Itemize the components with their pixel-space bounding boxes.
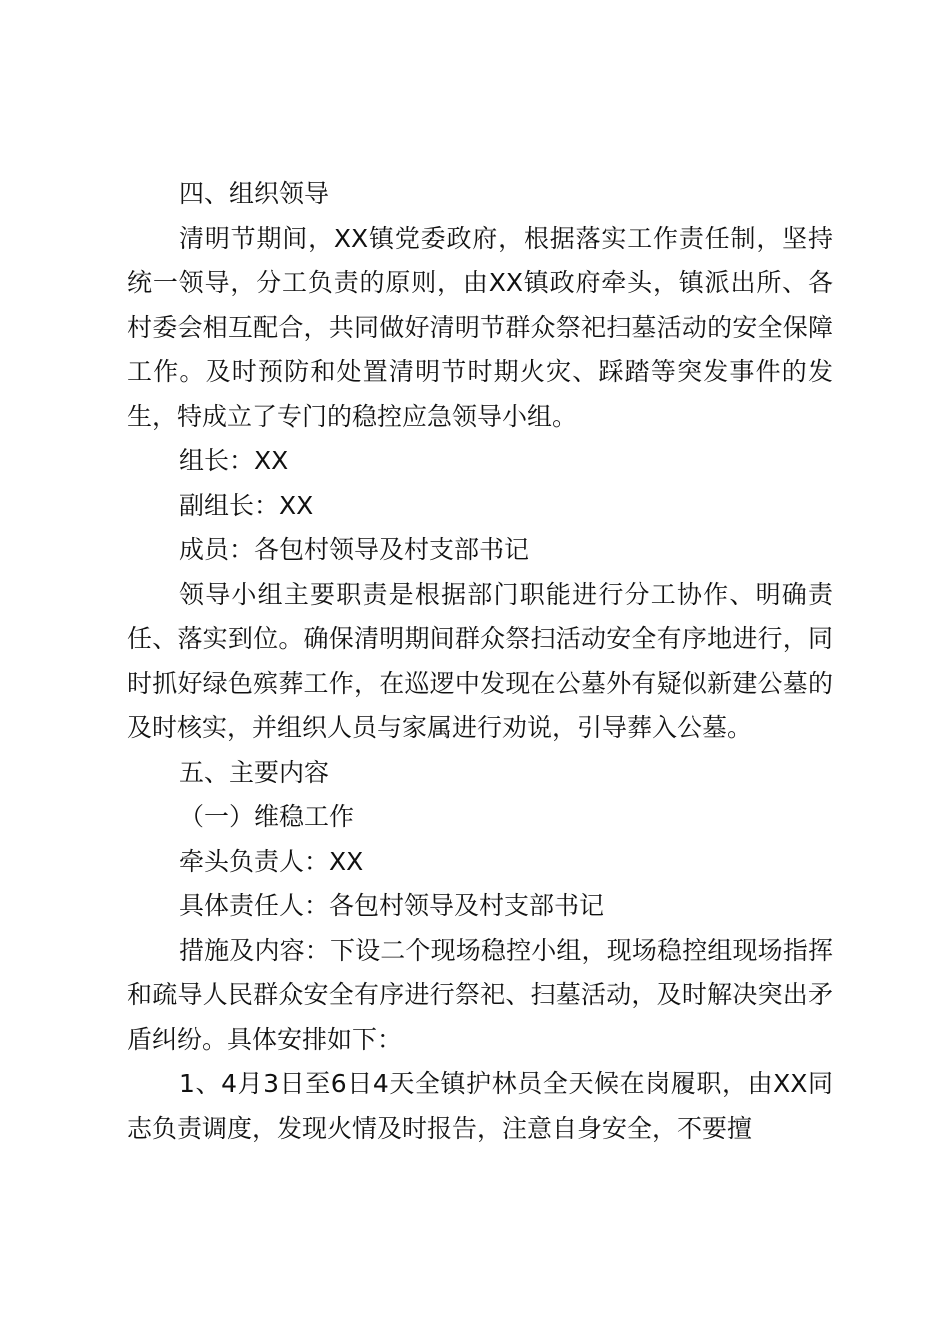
lead-person-line: 牵头负责人：XX (179, 846, 364, 876)
paragraph-organization-intro: 清明节期间，XX镇党委政府，根据落实工作责任制，坚持统一领导，分工负责的原则，由XX镇政府牵头，镇派出所、各村委会相互配合，共同做好清明节群众祭祀扫墓活动的安全保障工作。及时预防和处置清明节时期火灾、踩踏等突发事件的发生，特成立了专门的稳控应急领导小组。 (127, 223, 833, 431)
section-heading-main-content: 五、主要内容 (179, 757, 330, 787)
paragraph-duties: 领导小组主要职责是根据部门职能进行分工协作、明确责任、落实到位。确保清明期间群众祭扫活动安全有序地进行，同时抓好绿色殡葬工作，在巡逻中发现在公墓外有疑似新建公墓的及时核实，并组织人员与家属进行劝说，引导葬入公墓。 (127, 579, 833, 742)
deputy-leader-line: 副组长：XX (179, 490, 314, 520)
members-line: 成员：各包村领导及村支部书记 (179, 535, 530, 564)
responsible-person-line: 具体责任人：各包村领导及村支部书记 (179, 891, 605, 920)
paragraph-measures: 措施及内容：下设二个现场稳控小组，现场稳控组现场指挥和疏导人民群众安全有序进行祭祀、扫墓活动，及时解决突出矛盾纠纷。具体安排如下： (127, 935, 833, 1054)
list-item-1: 1、4月3日至6日4天全镇护林员全天候在岗履职，由XX同志负责调度，发现火情及时报告，注意自身安全，不要擅 (127, 1069, 833, 1143)
leader-line: 组长：XX (179, 446, 289, 475)
section-heading-organization: 四、组织领导 (179, 179, 330, 208)
subsection-heading-stability: （一）维稳工作 (179, 802, 355, 831)
document-body (127, 172, 833, 1151)
